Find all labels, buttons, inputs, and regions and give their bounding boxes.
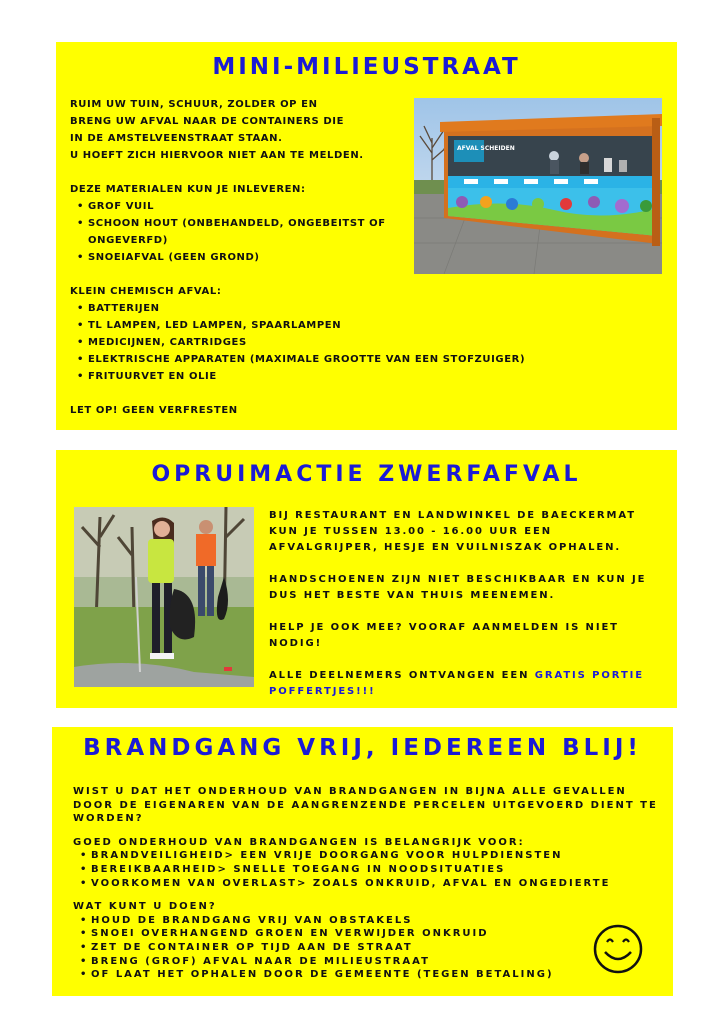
list-item: • VOORKOMEN VAN OVERLAST> ZOALS ONKRUID, AFVAL EN ONGEDIERTE (73, 877, 668, 891)
container-booth-photo (414, 98, 662, 274)
chemical-heading: KLEIN CHEMISCH AFVAL: (70, 286, 222, 297)
smiley-icon (592, 923, 644, 975)
paragraph: HELP JE OOK MEE? VOORAF AANMELDEN IS NIET NODIG! (269, 622, 619, 649)
list-item: • OF LAAT HET OPHALEN DOOR DE GEMEENTE (TEGEN BETALING) (73, 968, 668, 982)
materials-list (70, 198, 400, 266)
opruimactie-panel (56, 450, 677, 708)
list-item: • SNOEIAFVAL (GEEN GROND) (70, 249, 400, 266)
intro-text (70, 96, 400, 164)
importance-list (73, 849, 668, 890)
materials-heading: DEZE MATERIALEN KUN JE INLEVEREN: (70, 184, 306, 195)
list-item: • GROF VUIL (70, 198, 400, 215)
list-item: • BATTERIJEN (70, 300, 660, 317)
paragraph: BIJ RESTAURANT EN LANDWINKEL DE BAECKERMAT KUN JE TUSSEN 13.00 - 16.00 UUR EEN AFVALGRIJPER, HESJE EN VUILNISZAK OPHALEN. (269, 510, 636, 553)
paragraph: HANDSCHOENEN ZIJN NIET BESCHIKBAAR EN KUN JE DUS HET BESTE VAN THUIS MEENEMEN. (269, 574, 647, 601)
list-item: • HOUD DE BRANDGANG VRIJ VAN OBSTAKELS (73, 914, 668, 928)
opruimactie-title: OPRUIMACTIE ZWERFAFVAL (151, 462, 582, 487)
actions-list (73, 914, 668, 982)
list-item: • BEREIKBAARHEID> SNELLE TOEGANG IN NOODSITUATIES (73, 863, 668, 877)
intro-line: IN DE AMSTELVEENSTRAAT STAAN. (70, 133, 283, 144)
sign-text: AFVAL SCHEIDEN (457, 145, 515, 152)
list-item: • ZET DE CONTAINER OP TIJD AAN DE STRAAT (73, 941, 668, 955)
chemical-list (70, 300, 660, 385)
importance-heading: GOED ONDERHOUD VAN BRANDGANGEN IS BELANGRIJK VOOR: (73, 836, 525, 848)
list-item: • BRENG (GROF) AFVAL NAAR DE MILIEUSTRAAT (73, 955, 668, 969)
list-item: • SCHOON HOUT (ONBEHANDELD, ONGEBEITST OF ONGEVERFD) (70, 215, 400, 249)
intro-line: RUIM UW TUIN, SCHUUR, ZOLDER OP EN (70, 99, 318, 110)
poffertjes-highlight: GRATIS PORTIE POFFERTJES!!! (269, 670, 645, 697)
intro-line: U HOEFT ZICH HIERVOOR NIET AAN TE MELDEN. (70, 150, 364, 161)
paragraph: WIST U DAT HET ONDERHOUD VAN BRANDGANGEN IN BIJNA ALLE GEVALLEN DOOR DE EIGENAREN VAN DE AANGRENZENDE PERCELEN UITGEVOERD DIENT TE WORDEN? (73, 786, 658, 825)
list-item: • BRANDVEILIGHEID> EEN VRIJE DOORGANG VOOR HULPDIENSTEN (73, 849, 668, 863)
brandgang-text (73, 785, 668, 982)
note-text: LET OP! GEEN VERFRESTEN (70, 405, 238, 416)
paragraph-start: ALLE DEELNEMERS ONTVANGEN EEN (269, 670, 535, 681)
list-item: • FRITUURVET EN OLIE (70, 368, 660, 385)
list-item: • MEDICIJNEN, CARTRIDGES (70, 334, 660, 351)
list-item: • SNOEI OVERHANGEND GROEN EN VERWIJDER ONKRUID (73, 927, 668, 941)
mini-milieustraat-title: MINI-MILIEUSTRAAT (212, 54, 521, 80)
brandgang-title: BRANDGANG VRIJ, IEDEREEN BLIJ! (83, 735, 642, 761)
actions-heading: WAT KUNT U DOEN? (73, 901, 217, 913)
volunteers-photo (74, 507, 254, 687)
paragraph (269, 668, 664, 700)
mini-milieustraat-panel (56, 42, 677, 430)
opruimactie-text (269, 508, 664, 700)
list-item: • ELEKTRISCHE APPARATEN (MAXIMALE GROOTTE VAN EEN STOFZUIGER) (70, 351, 660, 368)
intro-line: BRENG UW AFVAL NAAR DE CONTAINERS DIE (70, 116, 345, 127)
list-item: • TL LAMPEN, LED LAMPEN, SPAARLAMPEN (70, 317, 660, 334)
brandgang-panel (52, 727, 673, 996)
